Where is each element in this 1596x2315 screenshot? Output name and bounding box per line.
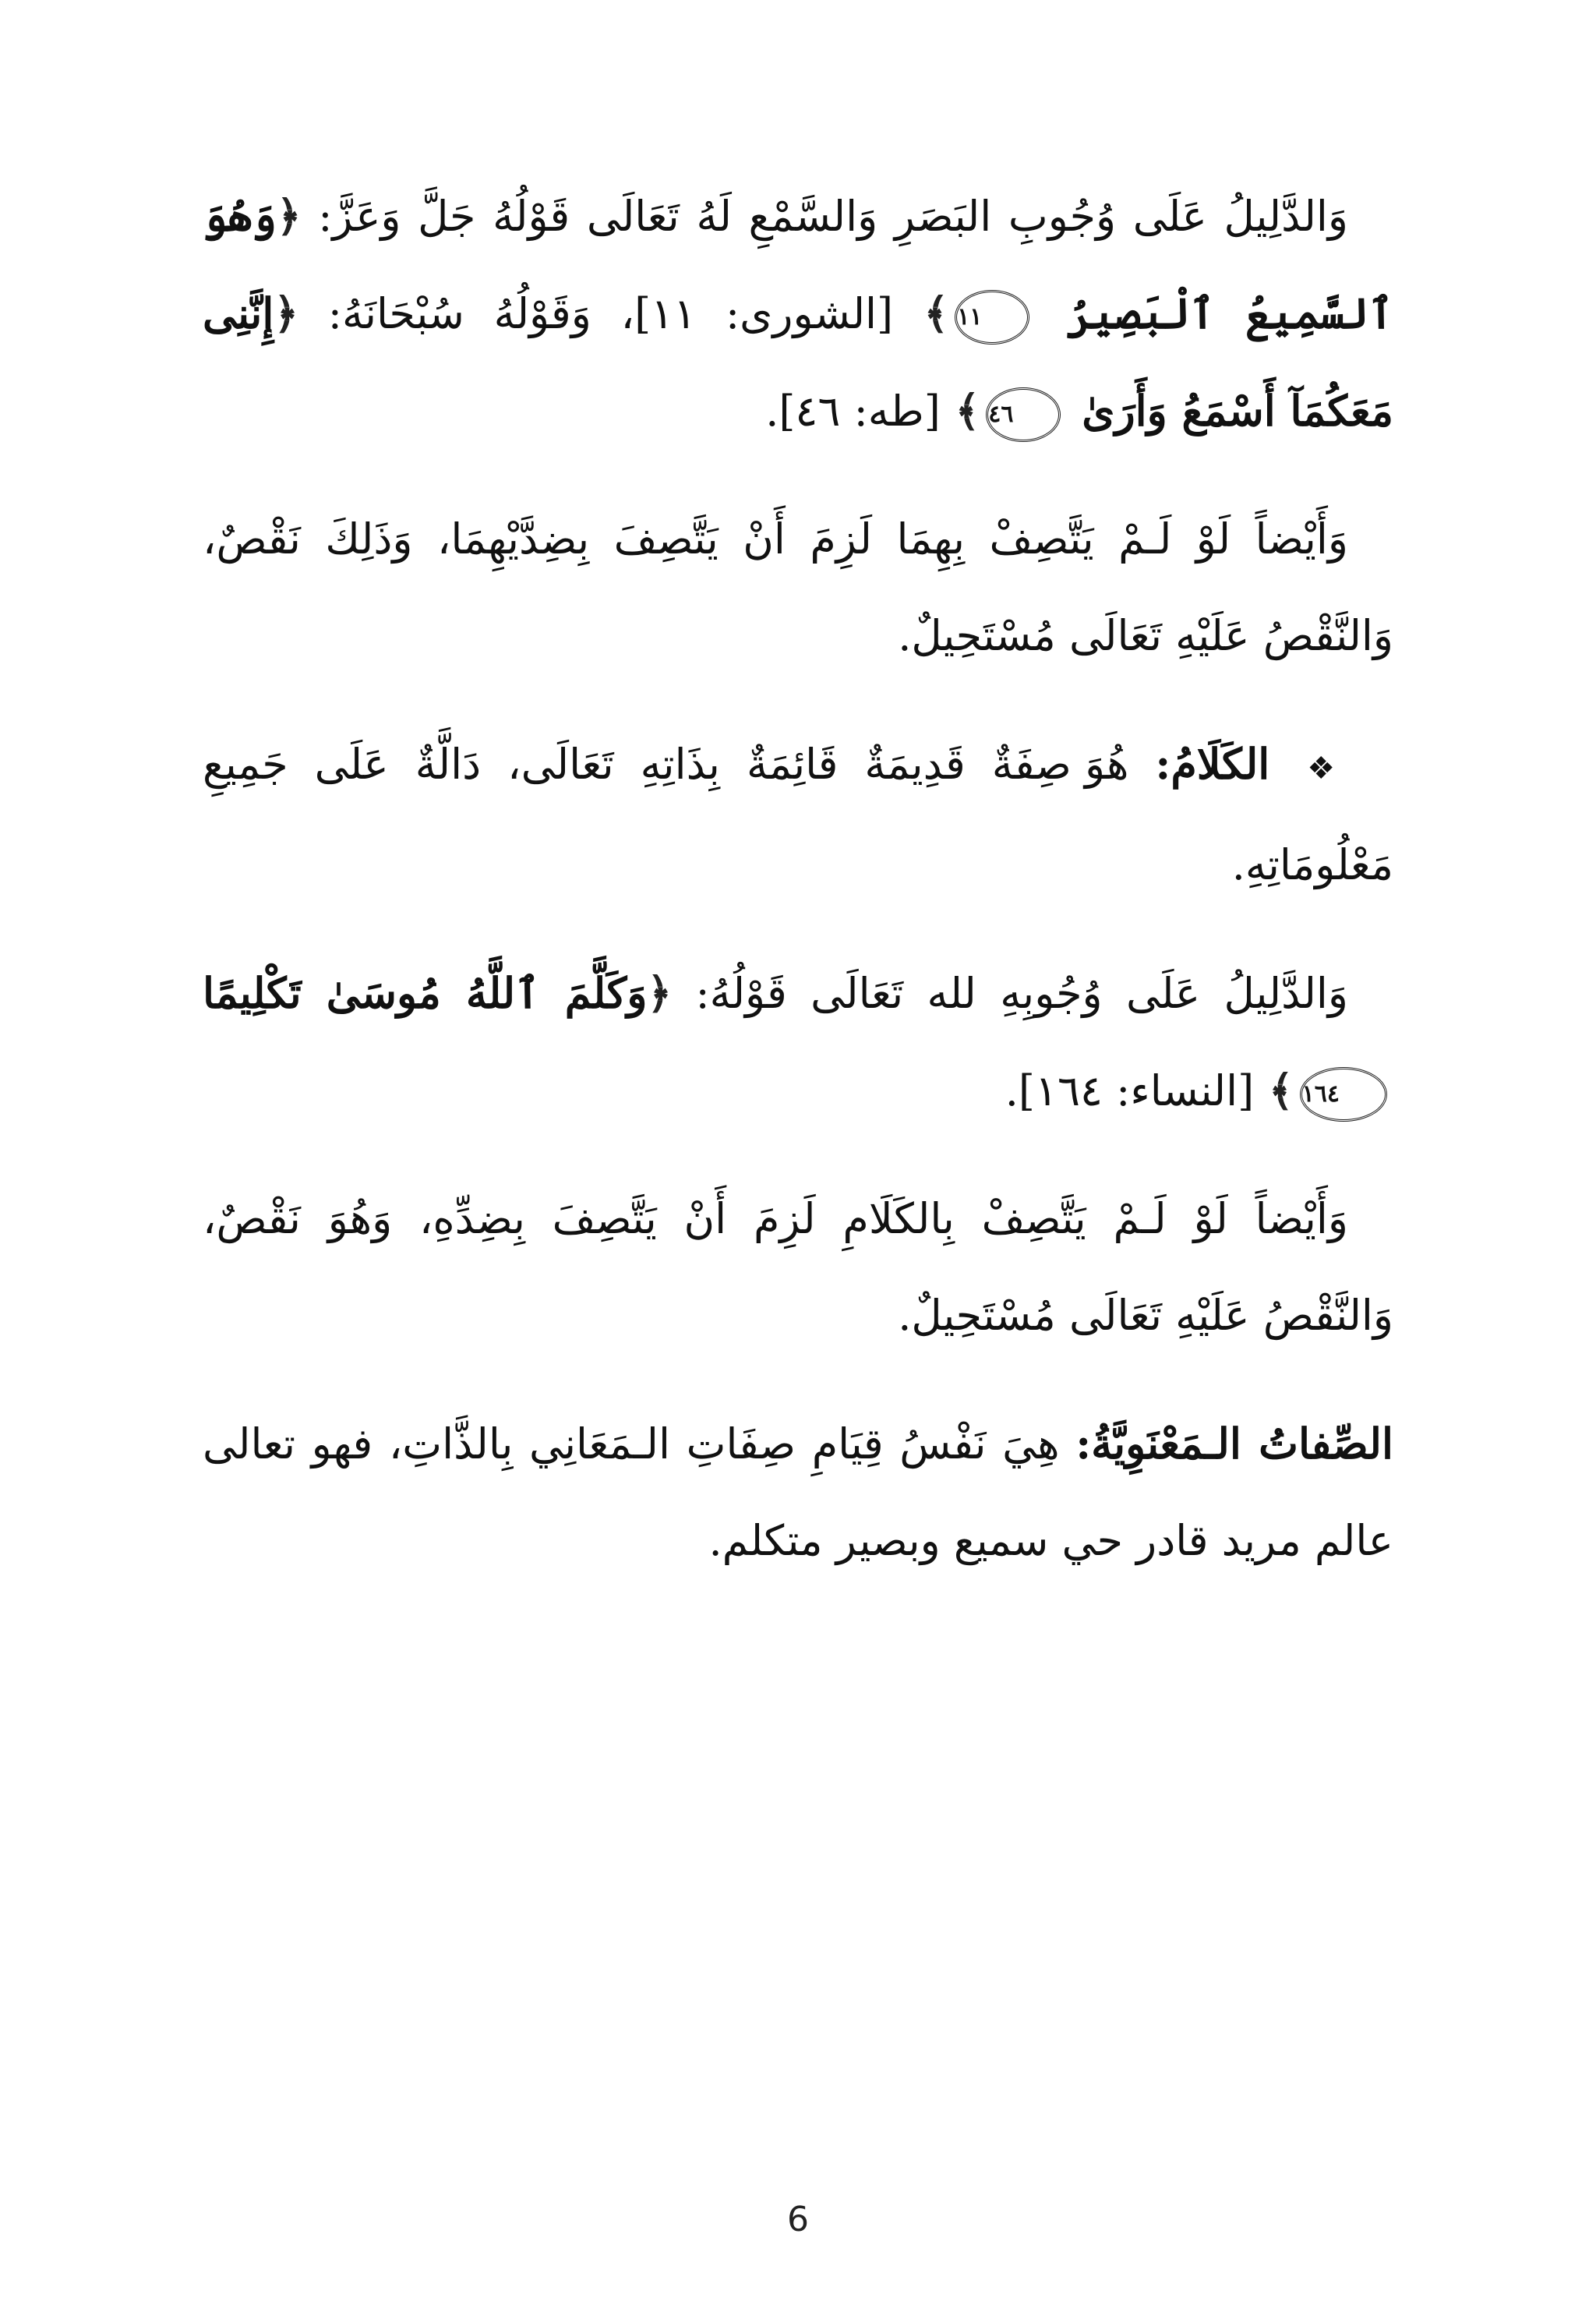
- verse-close-bracket: ﴾: [923, 288, 949, 338]
- verse-open-bracket: ﴿: [647, 968, 673, 1018]
- body-text: [203, 168, 1393, 1620]
- ayah-number-marker: ٤٦: [986, 387, 1061, 442]
- bullet-icon: ❖: [1307, 751, 1348, 786]
- ayah-number-marker: ١٦٤: [1300, 1067, 1387, 1122]
- term-speech: الكَلَامُ:: [1155, 739, 1270, 789]
- verse-1-reference: [الشورى: ١١]،: [620, 289, 894, 338]
- paragraph-1-lead: وَالدَّلِيلُ عَلَى وُجُوبِ البَصَرِ وَالسَّمْعِ لَهُ تَعَالَى قَوْلُهُ جَلَّ وَعَزَّ:: [318, 192, 1348, 241]
- verse-close-bracket: ﴾: [1269, 1066, 1294, 1115]
- verse-open-bracket: ﴿: [274, 288, 298, 338]
- paragraph-3: [203, 716, 1393, 914]
- paragraph-4-lead: وَالدَّلِيلُ عَلَى وُجُوبِهِ لله تَعَالَى قَوْلُهُ:: [695, 969, 1348, 1018]
- verse-3-text: وَكَلَّمَ ٱللَّهُ مُوسَىٰ تَكْلِيمًا: [203, 968, 648, 1018]
- verse-3-reference: [النساء: ١٦٤].: [1005, 1066, 1255, 1115]
- verse-2-text: إِنَّنِى مَعَكُمَآ أَسْمَعُ وَأَرَىٰ: [203, 288, 1393, 436]
- verse-open-bracket: ﴿: [276, 191, 302, 241]
- verse-1-text: وَهُوَ ٱلسَّمِيعُ ٱلْبَصِيرُ: [203, 191, 1394, 338]
- paragraph-5: [203, 1171, 1393, 1364]
- paragraph-3-text: هُوَ صِفَةٌ قَدِيمَةٌ قَائِمَةٌ بِذَاتِهِ تَعَالَى، دَالَّةٌ عَلَى جَمِيعِ مَعْلُومَاتِهِ.: [203, 740, 1393, 889]
- paragraph-1: [203, 168, 1393, 460]
- paragraph-6-text: هِيَ نَفْسُ قِيَامِ صِفَاتِ الـمَعَانِي بِالذَّاتِ، فهو تعالى عالم مريد قادر حي سميع وبصير متكلم.: [203, 1419, 1393, 1565]
- page-number: 6: [787, 2200, 809, 2239]
- paragraph-2-text: وَأَيْضاً لَوْ لَـمْ يَتَّصِفْ بِهِمَا لَزِمَ أَنْ يَتَّصِفَ بِضِدَّيْهِمَا، وَذَلِكَ نَقْصٌ، وَالنَّقْصُ عَلَيْهِ تَعَالَى مُسْتَحِيلٌ.: [203, 514, 1393, 660]
- paragraph-1-mid: وَقَوْلُهُ سُبْحَانَهُ:: [327, 289, 591, 338]
- paragraph-6: [203, 1395, 1393, 1589]
- paragraph-4: [203, 945, 1393, 1140]
- paragraph-2: [203, 491, 1393, 684]
- term-meaning-attributes: الصِّفاتُ الـمَعْنَوِيَّةُ:: [1075, 1419, 1394, 1469]
- verse-close-bracket: ﴾: [955, 386, 980, 436]
- verse-2-reference: [طه: ٤٦].: [765, 387, 941, 436]
- ayah-number-marker: ١١: [955, 290, 1029, 345]
- paragraph-5-text: وَأَيْضاً لَوْ لَـمْ يَتَّصِفْ بِالكَلَامِ لَزِمَ أَنْ يَتَّصِفَ بِضِدِّهِ، وَهُوَ نَقْصٌ، وَالنَّقْصُ عَلَيْهِ تَعَالَى مُسْتَحِيلٌ.: [203, 1194, 1393, 1340]
